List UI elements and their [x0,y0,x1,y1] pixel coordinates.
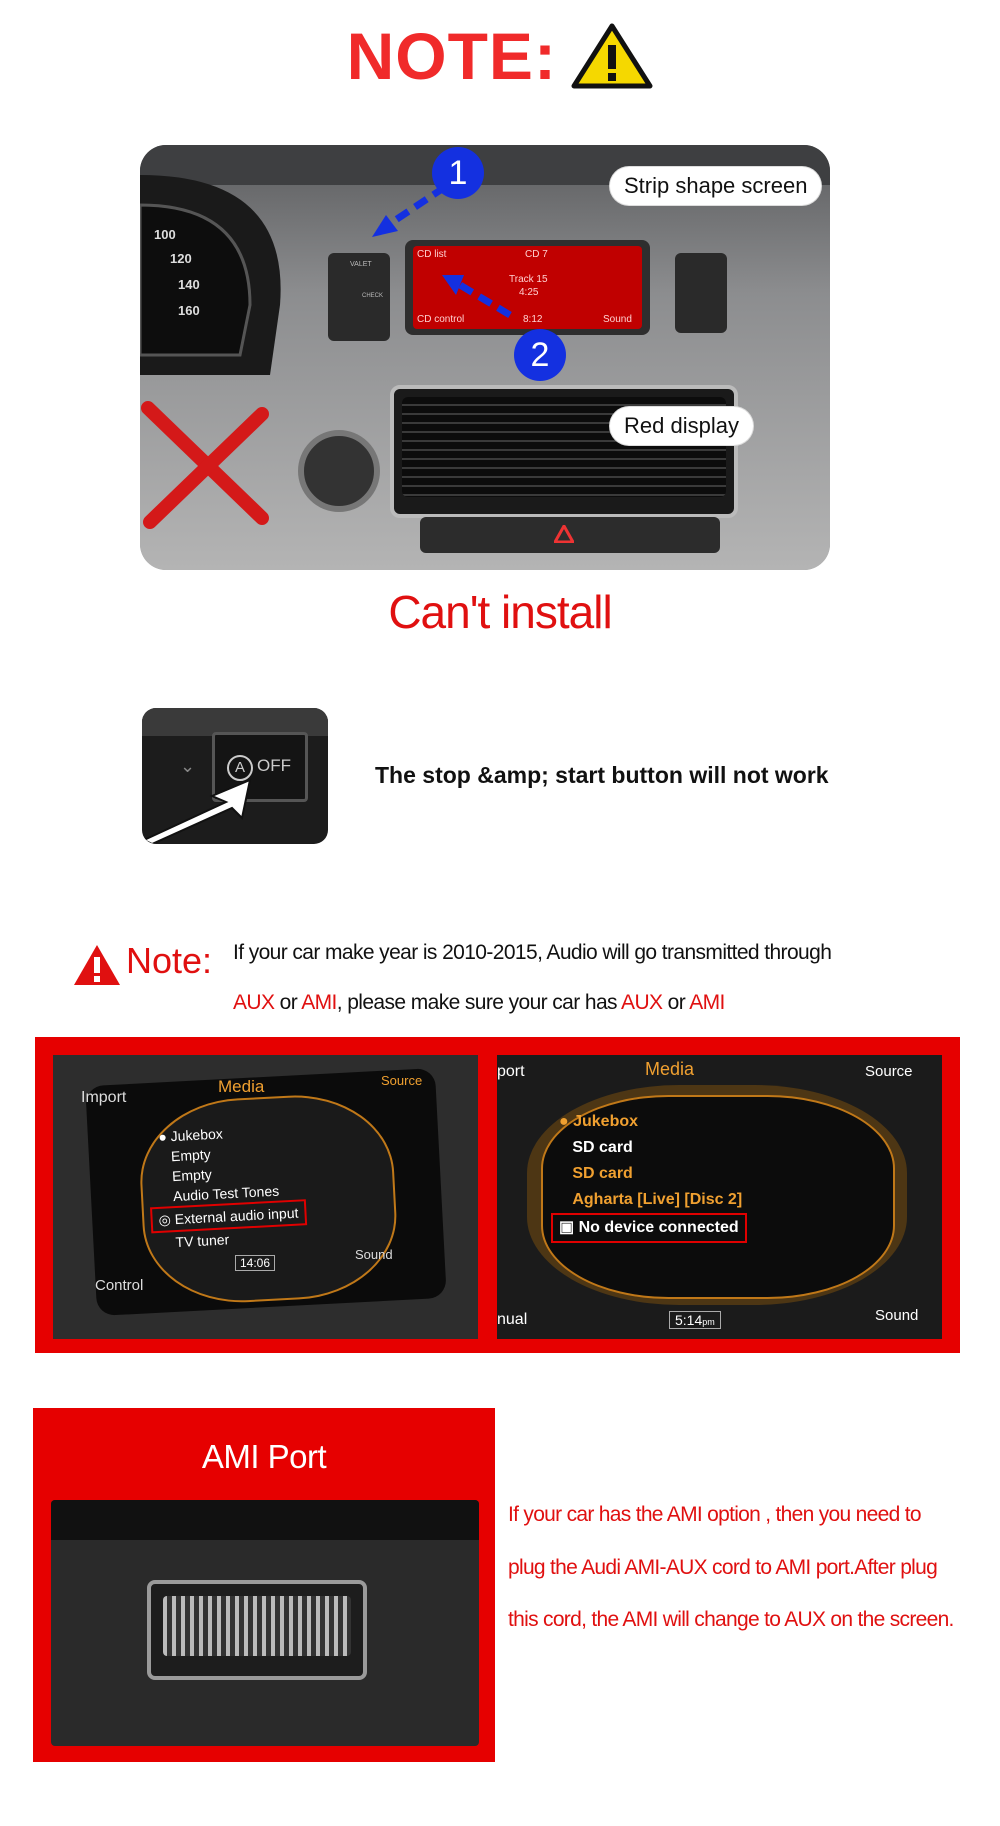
ami-text: AMI [689,991,725,1014]
list-item-selected[interactable]: ◎ External audio input [150,1199,307,1233]
clock: 14:06 [235,1255,275,1271]
note-title: NOTE: [346,19,557,93]
valet-label: VALET [350,261,372,268]
ami-title: AMI Port [201,1438,327,1475]
ami-connector [147,1580,367,1680]
sound-label: Sound [875,1307,919,1324]
list-item-selected[interactable]: ▣ No device connected [551,1213,747,1243]
marker-1: 1 [432,147,484,199]
control-label: Control [95,1277,144,1294]
media-list [158,1119,308,1252]
mmi-screen-right [497,1055,942,1339]
check-label: CHECK [362,293,384,299]
sound-label: Sound [355,1247,393,1262]
list-item[interactable]: TV tuner [175,1231,230,1251]
list-item[interactable]: ● Jukebox [559,1113,639,1130]
or-text: or [662,991,690,1014]
list-item[interactable]: Empty [171,1166,213,1185]
ami-text-line: If your car has the AMI option , then you need to [508,1503,921,1526]
list-item[interactable]: SD card [572,1165,633,1182]
marker-arrows [140,145,830,570]
source-label: Source [865,1063,913,1080]
aux-text: AUX [621,991,663,1014]
screen-bottom-mid: 8:12 [523,314,543,325]
list-item[interactable]: ● Jukebox [157,1125,224,1145]
note2-line2 [233,991,725,1015]
screen-track: Track 15 [509,274,548,285]
list-item[interactable]: Empty [170,1146,212,1165]
media-title: Media [218,1077,265,1096]
check-text: , please make sure your car has [336,991,622,1014]
speedo-label: 140 [178,277,200,292]
manual-label: nual [497,1311,528,1328]
source-label: Source [381,1073,423,1088]
mmi-screens-panel [35,1037,960,1353]
stop-start-text: The stop &amp; start button will not work [375,762,829,788]
list-item[interactable]: Agharta [Live] [Disc 2] [572,1191,743,1208]
media-list [559,1109,747,1243]
or-text: or [274,991,302,1014]
warning-red-icon [72,943,122,987]
clock: 5:14pm [669,1311,721,1329]
aux-text: AUX [233,991,275,1014]
warning-icon [571,23,653,89]
note-header [0,18,1000,94]
chevron-down-icon: ⌄ [180,756,196,776]
ami-port-panel [33,1408,495,1762]
auto-icon: A [227,755,253,781]
screen-top-left: CD list [417,249,447,260]
ami-text-line: this cord, the AMI will change to AUX on the screen. [508,1608,954,1631]
media-title: Media [645,1059,695,1079]
screen-top-right: CD 7 [525,249,548,260]
red-display-label: Red display [610,407,753,445]
speedo-label: 160 [178,303,200,318]
off-label: OFF [257,756,291,775]
speedo-label: 100 [154,227,176,242]
marker-2: 2 [514,329,566,381]
list-item[interactable]: SD card [572,1139,633,1156]
import-label: Import [81,1089,127,1106]
dashboard-photo [140,145,830,570]
mmi-screen-left [53,1055,478,1339]
stop-start-photo [142,708,328,844]
ami-text-line: plug the Audi AMI-AUX cord to AMI port.After plug [508,1556,938,1579]
screen-bottom-left: CD control [417,314,465,325]
list-item[interactable]: Audio Test Tones [172,1182,280,1205]
note2-line1: If your car make year is 2010-2015, Audio will go transmitted through [233,941,832,964]
screen-time: 4:25 [519,287,539,298]
port-label: port [497,1063,525,1080]
white-arrow-icon [142,778,328,844]
cant-install-text: Can't install [388,586,612,638]
screen-bottom-right: Sound [603,314,632,325]
strip-screen-label: Strip shape screen [610,167,821,205]
ami-text: AMI [301,991,337,1014]
speedo-label: 120 [170,251,192,266]
ami-port-photo [51,1500,479,1746]
note2-label: Note: [126,940,213,981]
